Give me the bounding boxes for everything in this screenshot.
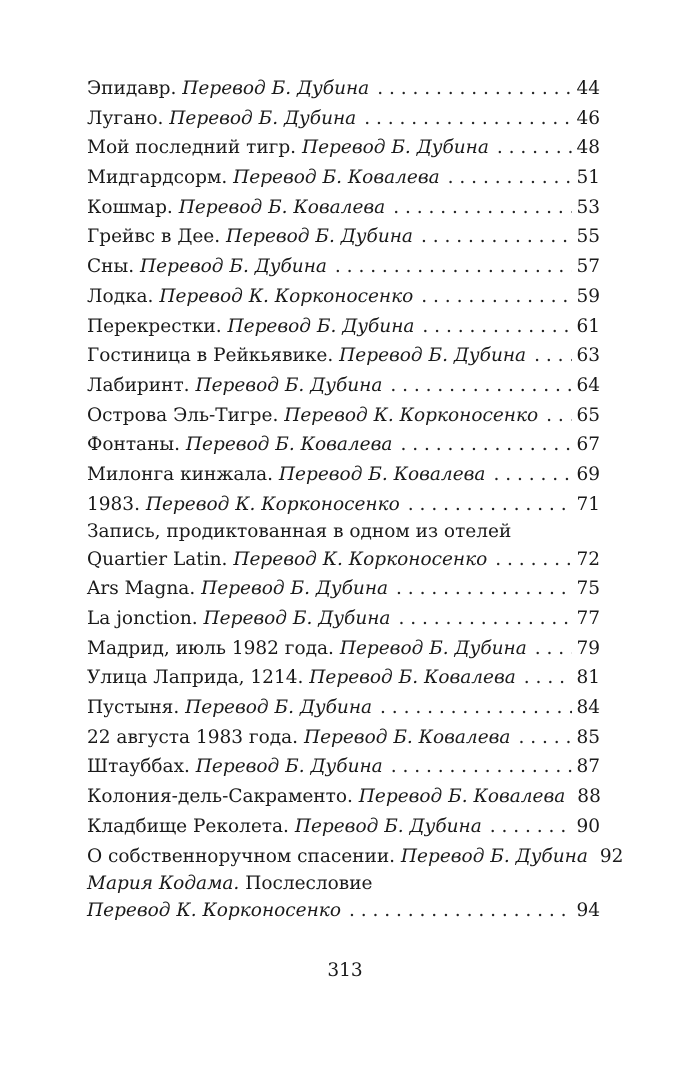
entry-translator: Перевод Б. Дубина (400, 845, 588, 867)
dot-leader (422, 312, 572, 342)
toc-entry (87, 460, 600, 490)
entry-translator: Перевод Б. Дубина (301, 137, 489, 159)
entry-page: 94 (576, 900, 600, 922)
dot-leader (400, 430, 572, 460)
entry-page: 64 (576, 374, 600, 396)
toc-entry (87, 842, 624, 872)
entry-page: 72 (576, 548, 600, 570)
entry-title: Милонга кинжала. (87, 463, 279, 485)
toc-entry (87, 663, 600, 693)
dot-leader (408, 490, 573, 520)
toc-entry (87, 604, 600, 634)
entry-page: 59 (576, 285, 600, 307)
toc-entry (87, 693, 600, 723)
toc-entry (87, 282, 600, 312)
toc-entry (87, 74, 600, 104)
entry-page: 55 (576, 226, 600, 248)
entry-translator: Перевод Б. Дубина (339, 345, 527, 367)
dot-leader (421, 222, 572, 252)
entry-translator: Перевод Б. Ковалева (185, 434, 393, 456)
entry-page: 51 (576, 167, 600, 189)
entry-page: 63 (576, 345, 600, 367)
toc-entry (87, 371, 600, 401)
entry-page: 57 (576, 256, 600, 278)
entry-page: 46 (576, 107, 600, 129)
entry-translator: Перевод Б. Ковалева (309, 667, 516, 689)
entry-translator: Перевод Б. Ковалева (358, 786, 566, 808)
entry-translator: Перевод Б. Ковалева (178, 196, 386, 218)
dot-leader (535, 634, 573, 664)
entry-translator: Перевод Б. Дубина (339, 637, 527, 659)
entry-title: Эпидавр. (87, 78, 183, 99)
entry-title: Ars Magna. (87, 578, 202, 600)
entry-title: Колония-дель-Сакраменто. (87, 786, 359, 808)
entry-title: Лодка. (87, 285, 160, 307)
toc-entry (87, 519, 600, 574)
entry-title: Фонтаны. (87, 434, 186, 456)
entry-page: 69 (576, 463, 600, 485)
toc-entry (87, 401, 600, 431)
entry-title: Гостиница в Рейкьявике. (87, 345, 340, 367)
entry-page: 92 (599, 845, 624, 867)
entry-page: 71 (576, 493, 600, 515)
dot-leader (377, 74, 572, 104)
entry-translator: Перевод Б. Дубина (169, 107, 357, 129)
entry-translator: Перевод К. Корконосенко (284, 404, 539, 426)
toc-entry (87, 222, 600, 252)
dot-leader (391, 752, 573, 782)
dot-leader (390, 371, 572, 401)
toc-entry (87, 341, 600, 371)
dot-leader (335, 252, 573, 282)
entry-translator: Перевод Б. Дубина (195, 374, 383, 396)
entry-translator: Перевод Б. Дубина (226, 226, 413, 248)
entry-title: Quartier Latin. (87, 548, 234, 570)
entry-page: 44 (576, 78, 600, 99)
entry-author: Мария Кодама. (87, 873, 240, 895)
entry-page: 77 (576, 608, 600, 629)
toc-entry (87, 490, 600, 520)
entry-title: Сны. (87, 256, 140, 278)
entry-title: Улица Лаприда, 1214. (87, 667, 310, 689)
dot-leader (380, 693, 572, 723)
entry-page: 81 (576, 667, 600, 689)
toc-entry (87, 133, 600, 163)
entry-page: 84 (576, 697, 600, 719)
entry-page: 75 (576, 578, 600, 600)
toc-entry (87, 752, 600, 782)
entry-page: 79 (576, 637, 600, 659)
entry-page: 87 (576, 756, 600, 778)
entry-title: Лугано. (87, 107, 170, 129)
table-of-contents (87, 74, 624, 926)
entry-page: 48 (576, 137, 600, 159)
entry-page: 53 (576, 196, 600, 218)
dot-leader (393, 193, 572, 223)
entry-title: О собственноручном спасении. (87, 845, 401, 867)
dot-leader (349, 896, 573, 926)
entry-title: 1983. (87, 493, 146, 515)
entry-translator: Перевод Б. Дубина (139, 256, 327, 278)
dot-leader (396, 574, 572, 604)
dot-leader (546, 401, 572, 431)
entry-page: 88 (577, 786, 601, 808)
toc-entry (87, 104, 600, 134)
dot-leader (497, 133, 573, 163)
entry-translator: Перевод К. Корконосенко (233, 548, 488, 570)
entry-title: Мой последний тигр. (87, 137, 302, 159)
entry-translator: Перевод К. Корконосенко (159, 285, 414, 307)
toc-entry (87, 193, 600, 223)
entry-translator: Перевод Б. Ковалева (303, 726, 511, 748)
entry-page: 90 (576, 815, 600, 837)
dot-leader (524, 663, 573, 693)
dot-leader (421, 282, 572, 312)
entry-translator: Перевод Б. Дубина (195, 756, 383, 778)
entry-title: Мидгардсорм. (87, 167, 234, 189)
entry-translator: Перевод Б. Дубина (227, 315, 415, 337)
toc-entry (87, 782, 600, 812)
toc-entry (87, 252, 600, 282)
entry-translator: Перевод К. Корконосенко (145, 493, 400, 515)
dot-leader (534, 341, 572, 371)
toc-entry (87, 812, 600, 842)
toc-entry (87, 312, 600, 342)
toc-entry (87, 430, 600, 460)
page-number: 313 (327, 960, 363, 981)
entry-translator: Перевод Б. Ковалева (278, 463, 486, 485)
entry-title-line: Запись, продиктованная в одном из отелей (87, 521, 512, 543)
entry-translator: Перевод К. Корконосенко (87, 900, 341, 922)
entry-translator: Перевод Б. Ковалева (233, 167, 440, 189)
entry-page: 85 (576, 726, 600, 748)
dot-leader (518, 723, 572, 753)
entry-translator: Перевод Б. Дубина (201, 578, 389, 600)
dot-leader (398, 604, 572, 634)
entry-title: Перекрестки. (87, 315, 228, 337)
toc-entry (87, 574, 600, 604)
toc-entry (87, 163, 600, 193)
entry-title: Грейвс в Дее. (87, 226, 227, 248)
entry-title: Острова Эль-Тигре. (87, 404, 285, 426)
entry-translator: Перевод Б. Дубина (203, 608, 391, 629)
entry-title: Послесловие (245, 873, 373, 895)
entry-page: 61 (576, 315, 600, 337)
entry-title: Пустыня. (87, 697, 186, 719)
entry-title: Кладбище Реколета. (87, 815, 295, 837)
entry-title: La jonction. (87, 608, 204, 629)
toc-entry (87, 634, 600, 664)
entry-title: 22 августа 1983 года. (87, 726, 304, 748)
entry-title: Кошмар. (87, 196, 179, 218)
toc-entry (87, 723, 600, 753)
entry-title: Лабиринт. (87, 374, 196, 396)
toc-entry (87, 871, 600, 926)
entry-page: 65 (576, 404, 600, 426)
entry-translator: Перевод Б. Дубина (294, 815, 482, 837)
dot-leader (493, 460, 572, 490)
entry-title: Штауббах. (87, 756, 196, 778)
dot-leader (495, 545, 572, 575)
entry-translator: Перевод Б. Дубина (182, 78, 370, 99)
dot-leader (490, 812, 573, 842)
dot-leader (364, 104, 572, 134)
entry-translator: Перевод Б. Дубина (185, 697, 373, 719)
entry-title: Мадрид, июль 1982 года. (87, 637, 340, 659)
entry-page: 67 (576, 434, 600, 456)
dot-leader (448, 163, 573, 193)
